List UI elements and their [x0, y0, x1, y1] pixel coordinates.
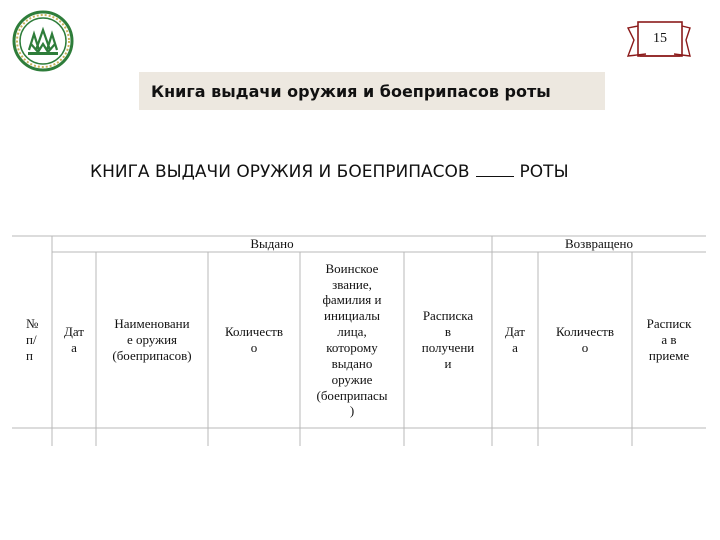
document-heading [90, 160, 569, 182]
blank-line [476, 160, 514, 177]
col-quantity-issued: Количеств о [224, 324, 284, 355]
col-number: № п/ п [26, 316, 39, 363]
col-return-signature: Расписк а в приеме [646, 316, 692, 363]
emblem-logo [12, 10, 74, 72]
page-number: 15 [653, 31, 667, 46]
heading-text-right: РОТЫ [519, 162, 569, 182]
col-recipient: Воинское звание, фамилия и инициалы лица, которому выдано оружие (боеприпасы ) [316, 260, 388, 419]
heading-text-left: КНИГА ВЫДАЧИ ОРУЖИЯ И БОЕПРИПАСОВ [90, 162, 470, 182]
col-quantity-returned: Количеств о [555, 324, 615, 355]
col-receipt-signature: Расписка в получени и [421, 308, 475, 371]
col-date-returned: Дат а [505, 324, 525, 355]
col-weapon-name: Наименовани е оружия (боеприпасов) [112, 316, 192, 363]
slide-title: Книга выдачи оружия и боеприпасов роты [139, 72, 605, 110]
col-date-issued: Дат а [64, 324, 84, 355]
header-issued: Выдано [250, 236, 294, 252]
ledger-table [12, 234, 706, 446]
header-returned: Возвращено [565, 236, 633, 252]
